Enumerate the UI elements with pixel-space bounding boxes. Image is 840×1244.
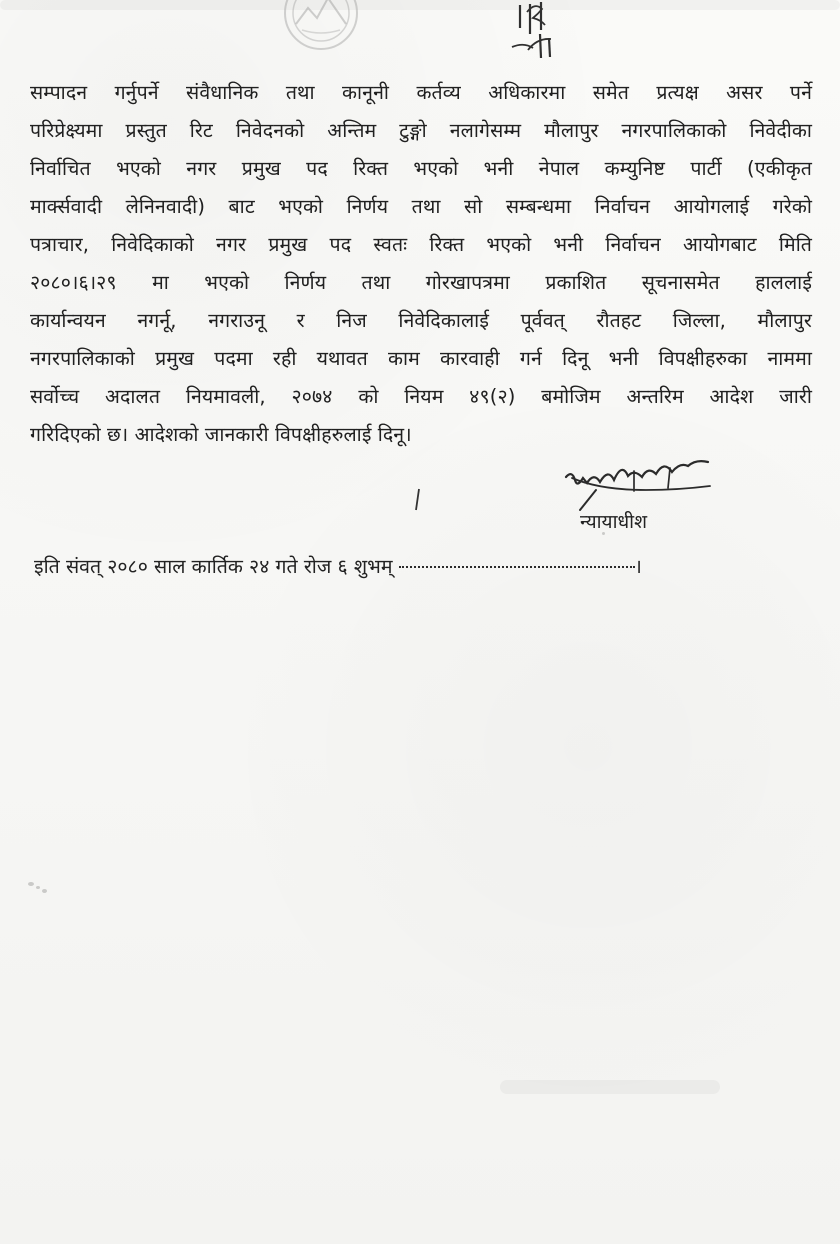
signature-icon <box>560 452 720 514</box>
signatory-title: न्यायाधीश <box>580 511 648 533</box>
scan-shadow-top <box>0 0 840 10</box>
closing-end-mark: । <box>634 555 642 578</box>
body-line-9: सर्वोच्च अदालत नियमावली, २०७४ को नियम ४९(२) बमोजिम अन्तरिम आदेश जारी <box>30 385 812 408</box>
body-line-6: २०८०।६।२९ मा भएको निर्णय तथा गोरखापत्रमा प्रकाशित सूचनासमेत हाललाई <box>30 271 812 294</box>
seal-icon <box>278 0 364 56</box>
stray-pen-mark <box>414 488 422 512</box>
body-line-3: निर्वाचित भएको नगर प्रमुख पद रिक्त भएको भनी नेपाल कम्युनिष्ट पार्टी (एकीकृत <box>30 157 812 180</box>
body-line-7: कार्यान्वयन नगर्नू, नगराउनू र निज निवेदिकालाई पूर्ववत् रौतहट जिल्ला, मौलापुर <box>30 309 812 332</box>
body-line-4: मार्क्सवादी लेनिनवादी) बाट भएको निर्णय तथा सो सम्बन्धमा निर्वाचन आयोगलाई गरेको <box>30 195 812 218</box>
closing-line <box>34 552 642 582</box>
body-line-1: सम्पादन गर्नुपर्ने संवैधानिक तथा कानूनी कर्तव्य अधिकारमा समेत प्रत्यक्ष असर पर्ने <box>30 81 812 104</box>
page-number-mark-icon <box>506 0 564 62</box>
scan-speck-2 <box>36 886 40 889</box>
body-line-2: परिप्रेक्ष्यमा प्रस्तुत रिट निवेदनको अन्तिम टुङ्गो नलागेसम्म मौलापुर नगरपालिकाको निवेदीका <box>30 119 812 142</box>
body-line-10: गरिदिएको छ। आदेशको जानकारी विपक्षीहरुलाई दिनू। <box>30 423 412 446</box>
order-body <box>30 74 812 454</box>
closing-text: इति संवत् २०८० साल कार्तिक २४ गते रोज ६ शुभम् <box>34 555 393 578</box>
scan-speck-3 <box>42 889 47 893</box>
body-line-5: पत्राचार, निवेदिकाको नगर प्रमुख पद स्वतः रिक्त भएको भनी निर्वाचन आयोगबाट मिति <box>30 233 812 256</box>
body-line-8: नगरपालिकाको प्रमुख पदमा रही यथावत काम कारवाही गर्न दिनू भनी विपक्षीहरुका नाममा <box>30 347 812 370</box>
scan-speck-4 <box>602 532 605 535</box>
scan-shadow-bottom <box>500 1080 720 1094</box>
closing-dotted-rule <box>399 566 635 568</box>
scan-speck-1 <box>28 882 34 886</box>
